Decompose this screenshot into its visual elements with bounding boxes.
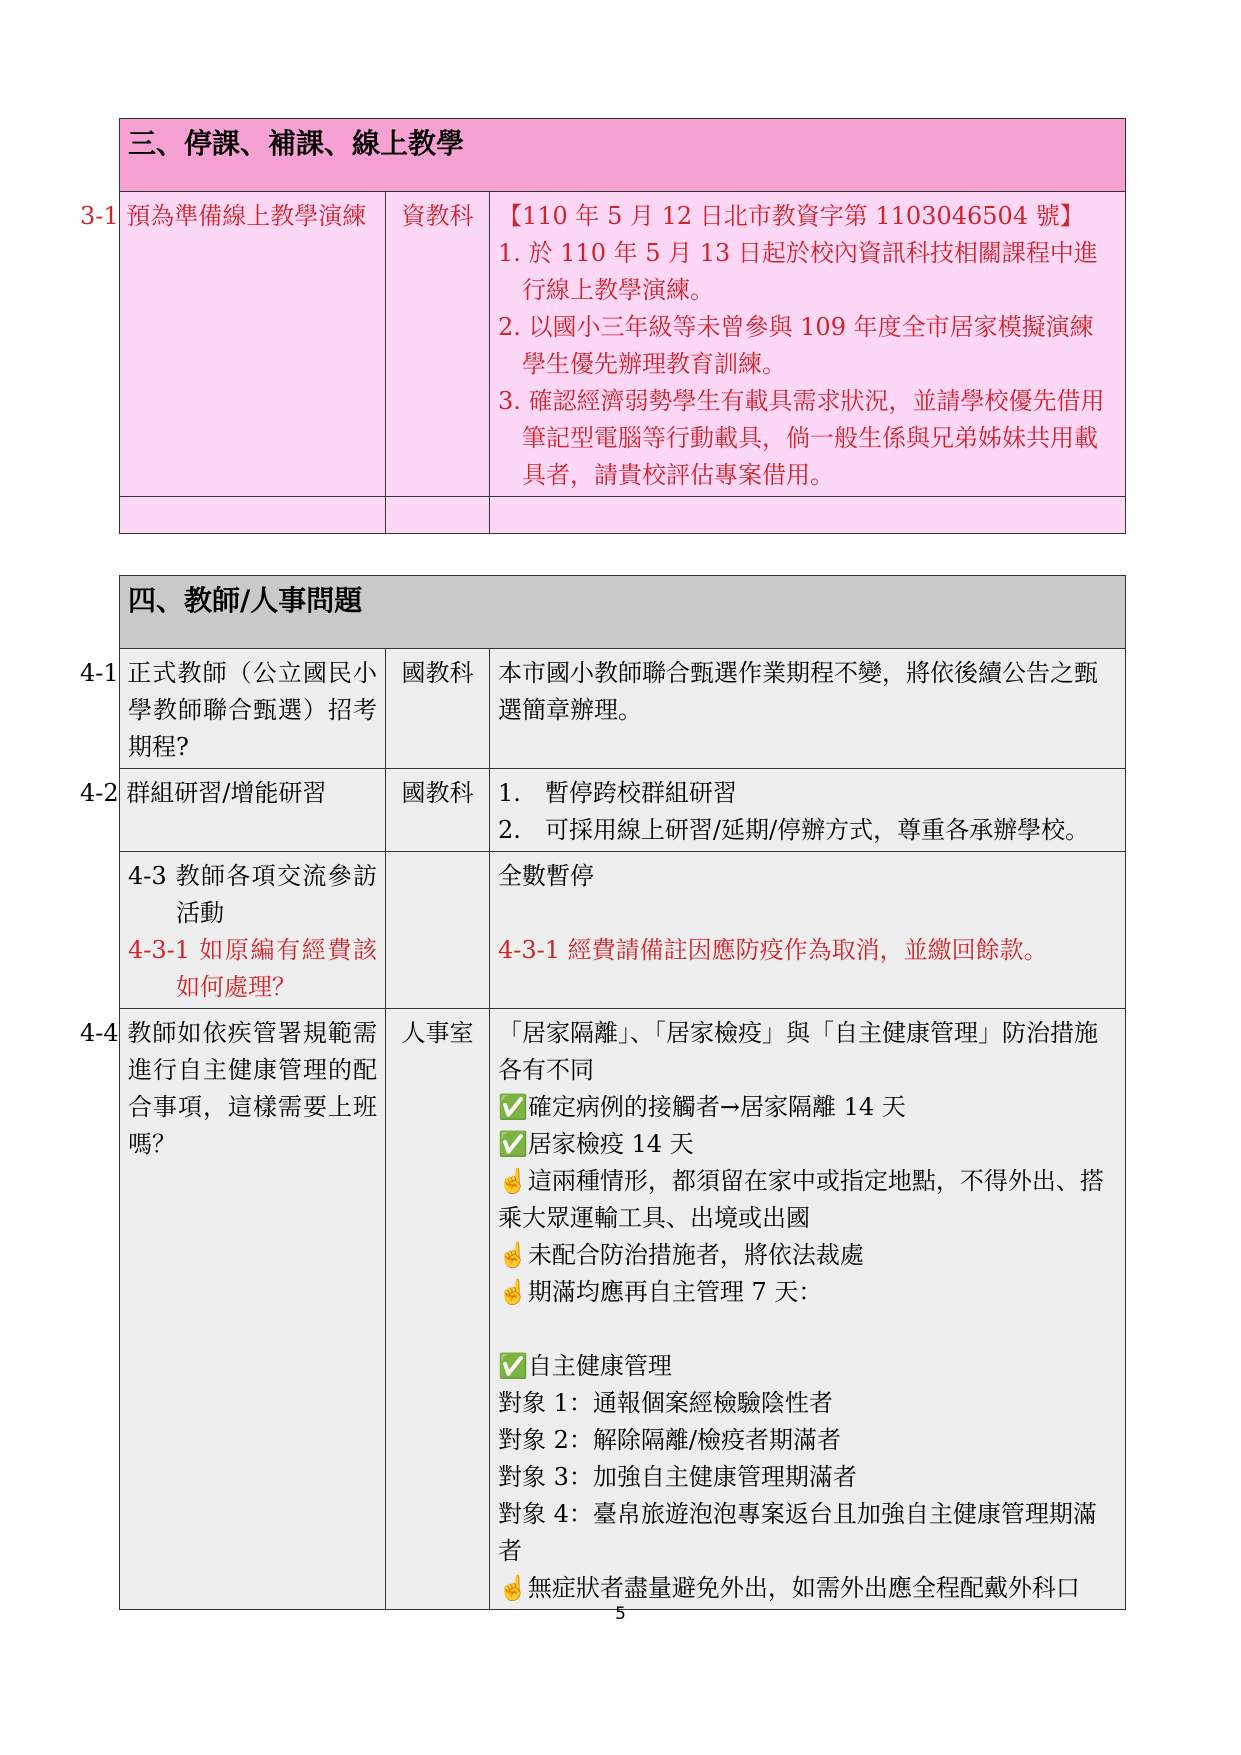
unit-cell: 國教科: [386, 769, 490, 852]
list-item: 2. 可採用線上研習/延期/停辦方式，尊重各承辦學校。: [498, 816, 1090, 844]
answer-cell: [490, 769, 1126, 852]
unit-cell: [386, 852, 490, 1009]
answer-line: ✅自主健康管理: [498, 1352, 672, 1380]
unit-cell: 國教科: [386, 649, 490, 769]
answer-line: ✅居家檢疫 14 天: [498, 1130, 694, 1158]
doc-reference: 【110 年 5 月 12 日北市教資字第 1103046504 號】: [498, 202, 1084, 230]
answer-cell: 本市國小教師聯合甄選作業期程不變，將依後續公告之甄選簡章辦理。: [490, 649, 1126, 769]
answer-line: ☝期滿均應再自主管理 7 天：: [498, 1278, 823, 1306]
answer-cell: [490, 852, 1126, 1009]
answer-line: ☝無症狀者盡量避免外出，如需外出應全程配戴外科口: [498, 1574, 1080, 1602]
section-4-title: 四、教師/人事問題: [120, 576, 1126, 649]
list-item: 2. 以國小三年級等未曾參與 109 年度全市居家模擬演練學生優先辦理教育訓練。: [498, 313, 1094, 378]
answer-line: 對象 2：解除隔離/檢疫者期滿者: [498, 1426, 841, 1454]
unit-cell: 資教科: [386, 192, 490, 497]
table-row: [120, 192, 1126, 497]
empty-cell: [490, 497, 1126, 534]
list-item: 3. 確認經濟弱勢學生有載具需求狀況，並請學校優先借用筆記型電腦等行動載具，倘一般生係與兄弟姊妹共用載具者，請貴校評估專案借用。: [498, 387, 1105, 489]
answer-line: 對象 4：臺帛旅遊泡泡專案返台且加強自主健康管理期滿者: [498, 1500, 1097, 1565]
section-3-title: 三、停課、補課、線上教學: [120, 119, 1126, 192]
section-3-table: [80, 118, 1126, 534]
sub-answer-text: 4-3-1 經費請備註因應防疫作為取消，並繳回餘款。: [498, 936, 1048, 964]
table-row: [120, 649, 1126, 769]
empty-cell: [120, 497, 386, 534]
answer-line: 「居家隔離」、「居家檢疫」與「自主健康管理」防治措施各有不同: [498, 1019, 1098, 1084]
list-item: 1. 暫停跨校群組研習: [498, 779, 737, 807]
answer-line: ☝這兩種情形，都須留在家中或指定地點，不得外出、搭乘大眾運輸工具、出境或出國: [498, 1167, 1104, 1232]
answer-line: 對象 1：通報個案經檢驗陰性者: [498, 1389, 833, 1417]
unit-cell: 人事室: [386, 1009, 490, 1610]
sub-question-text: 4-3-1 如原編有經費該如何處理？: [128, 936, 377, 1001]
page-number: 5: [615, 1604, 626, 1624]
table-row: [120, 1009, 1126, 1610]
answer-cell: [490, 1009, 1126, 1610]
question-text: 4-3 教師各項交流參訪活動: [128, 862, 377, 927]
answer-line: 對象 3：加強自主健康管理期滿者: [498, 1463, 857, 1491]
question-cell: 3-1 預為準備線上教學演練: [120, 192, 386, 497]
section-4-table: [80, 575, 1126, 1610]
answer-line: ☝未配合防治措施者，將依法裁處: [498, 1241, 864, 1269]
table-row: [120, 852, 1126, 1009]
question-cell: 4-4 教師如依疾管署規範需進行自主健康管理的配合事項，這樣需要上班嗎？: [120, 1009, 386, 1610]
answer-cell: [490, 192, 1126, 497]
question-cell: [120, 852, 386, 1009]
table-row: [120, 769, 1126, 852]
table-row: [120, 497, 1126, 534]
question-cell: 4-2 群組研習/增能研習: [120, 769, 386, 852]
question-cell: 4-1 正式教師（公立國民小學教師聯合甄選）招考期程?: [120, 649, 386, 769]
answer-text: 全數暫停: [498, 862, 594, 890]
answer-line: ✅確定病例的接觸者→居家隔離 14 天: [498, 1093, 906, 1121]
list-item: 1. 於 110 年 5 月 13 日起於校內資訊科技相關課程中進行線上教學演練。: [498, 239, 1098, 304]
empty-cell: [386, 497, 490, 534]
